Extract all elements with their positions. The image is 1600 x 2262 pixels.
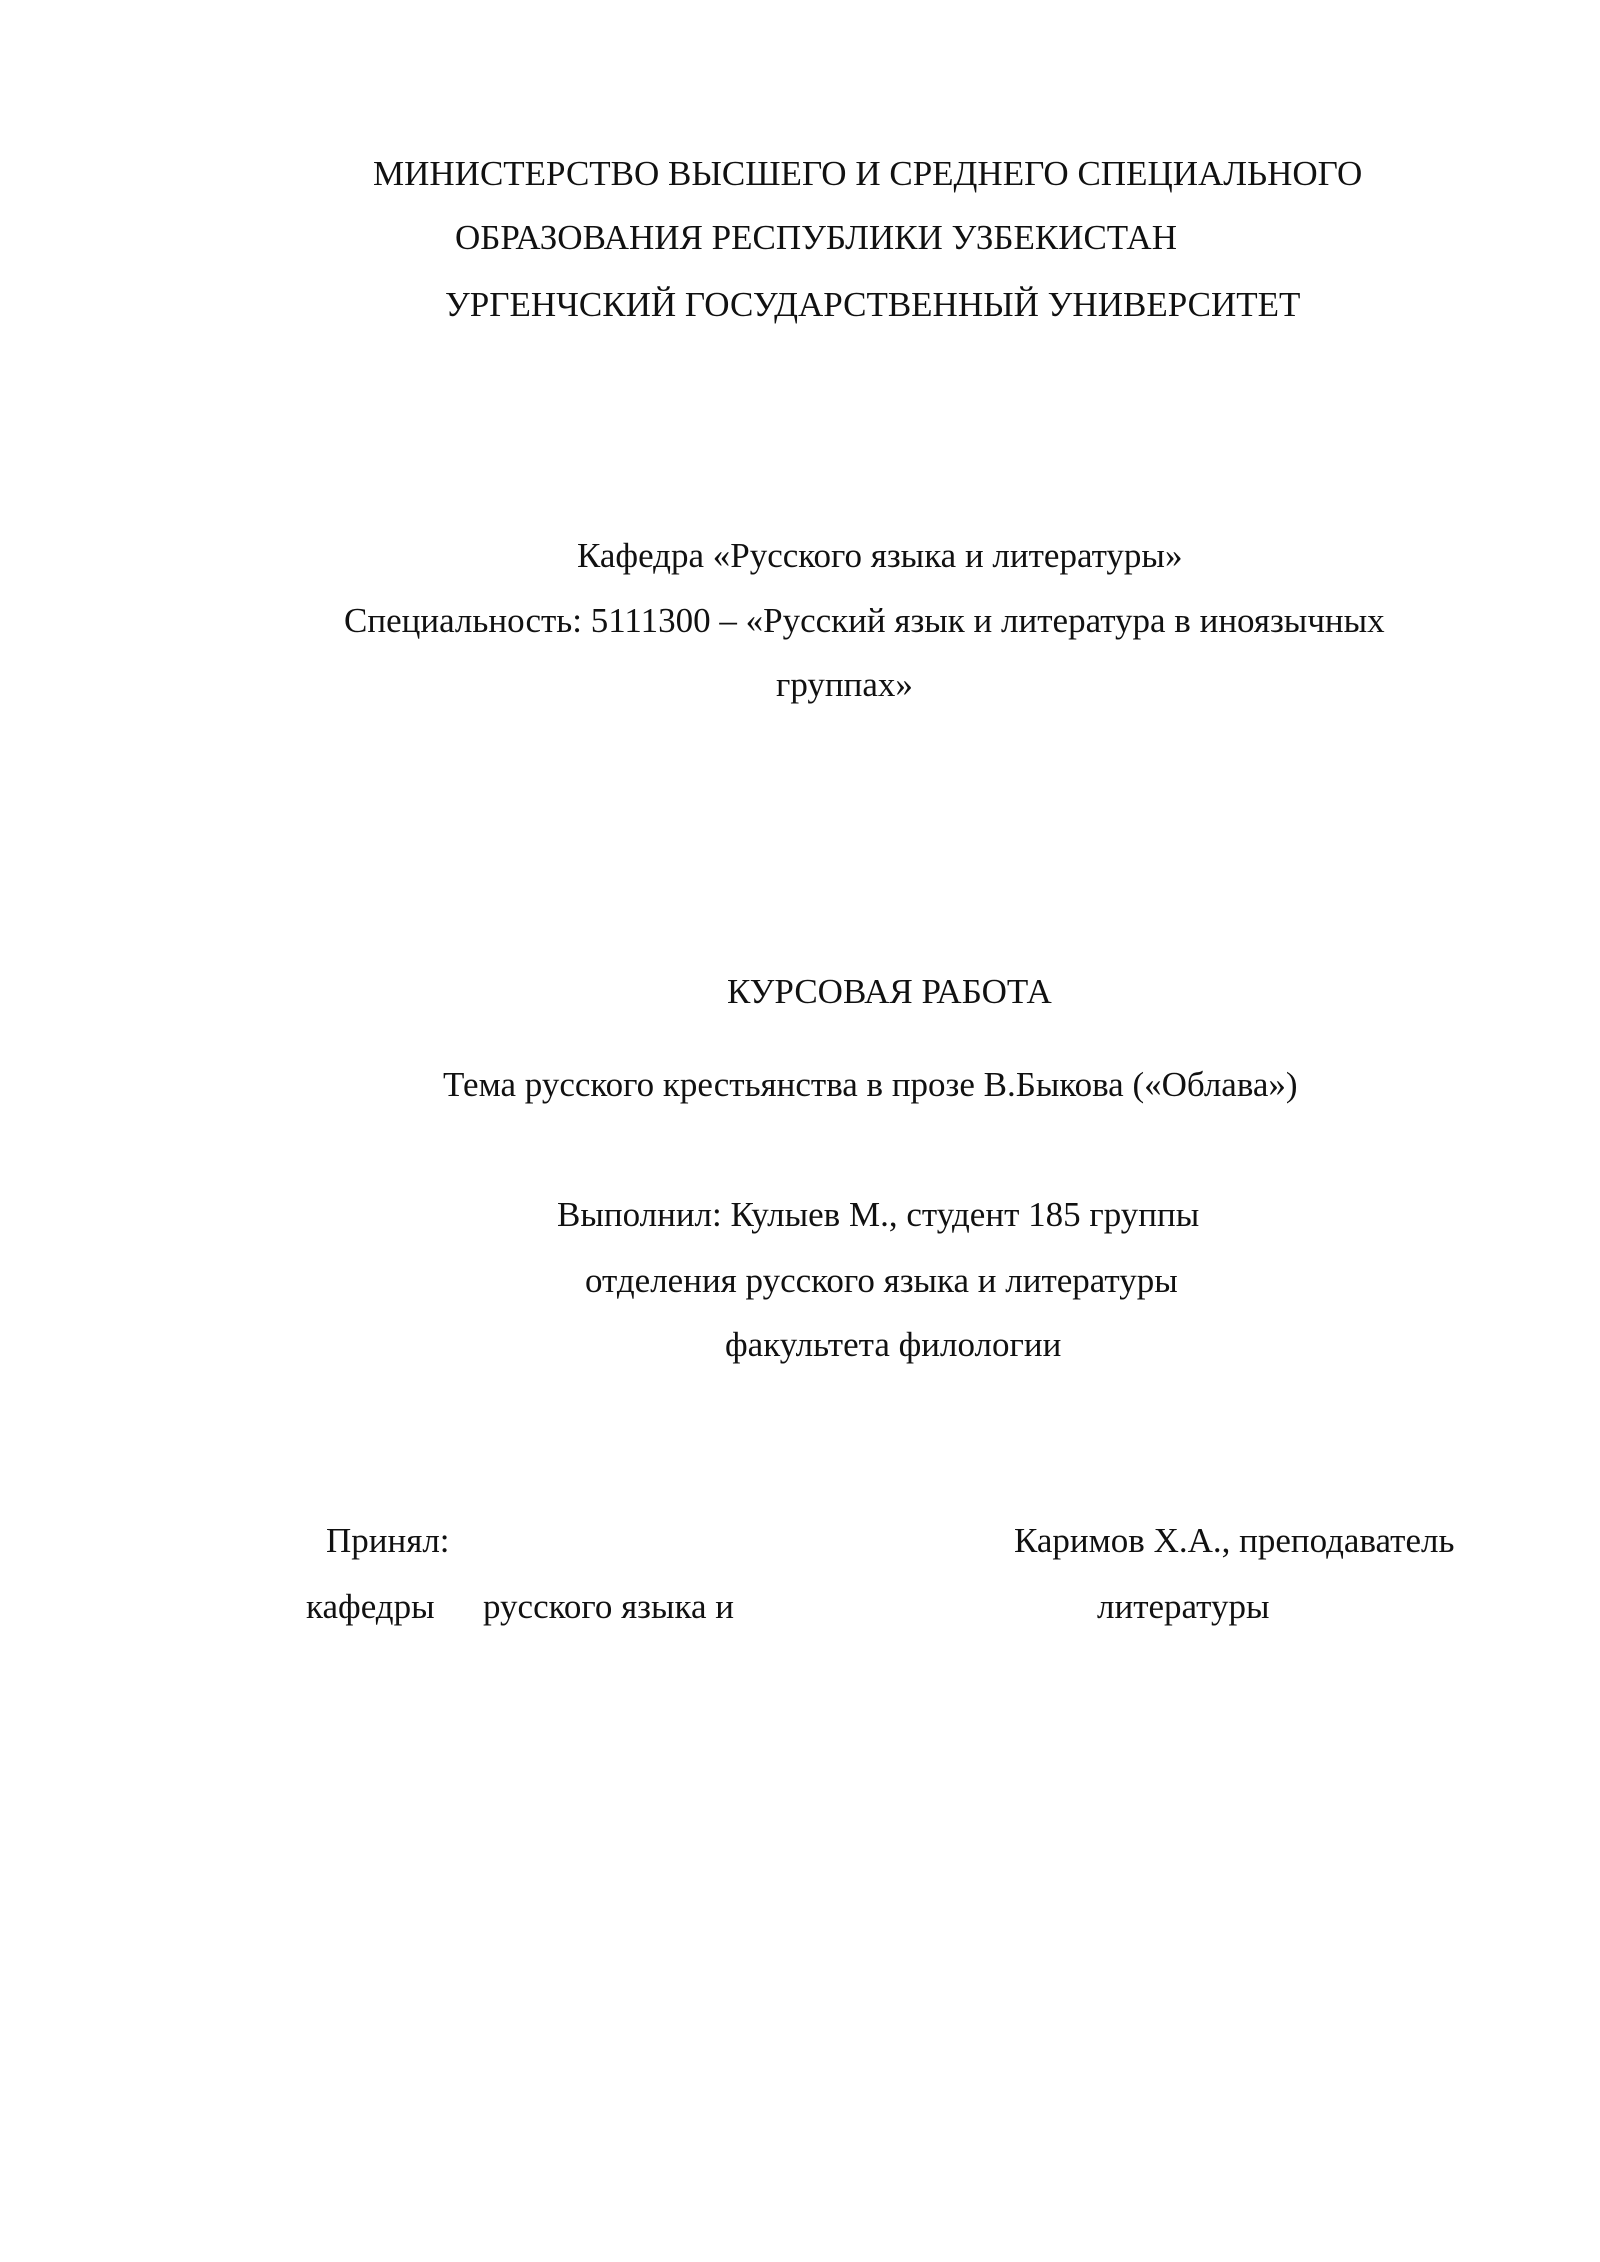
reviewer-dept-part-2: русского языка и bbox=[483, 1587, 734, 1626]
accepted-label: Принял: bbox=[326, 1521, 450, 1560]
author-line-3: факультета филологии bbox=[725, 1325, 1062, 1364]
work-topic: Тема русского крестьянства в прозе В.Быкова («Облава») bbox=[443, 1065, 1298, 1104]
university-name: УРГЕНЧСКИЙ ГОСУДАРСТВЕННЫЙ УНИВЕРСИТЕТ bbox=[445, 285, 1301, 324]
ministry-line-2: ОБРАЗОВАНИЯ РЕСПУБЛИКИ УЗБЕКИСТАН bbox=[455, 218, 1177, 257]
reviewer-dept-part-1: кафедры bbox=[306, 1587, 435, 1626]
department-chair: Кафедра «Русского языка и литературы» bbox=[577, 536, 1183, 575]
reviewer-name-position: Каримов Х.А., преподаватель bbox=[1014, 1521, 1455, 1560]
author-line-1: Выполнил: Кулыев М., студент 185 группы bbox=[557, 1195, 1200, 1234]
author-line-2: отделения русского языка и литературы bbox=[585, 1261, 1178, 1300]
ministry-line-1: МИНИСТЕРСТВО ВЫСШЕГО И СРЕДНЕГО СПЕЦИАЛЬНОГО bbox=[373, 154, 1363, 193]
specialty-line-2: группах» bbox=[776, 665, 913, 704]
reviewer-dept-part-3: литературы bbox=[1097, 1587, 1270, 1626]
work-type-title: КУРСОВАЯ РАБОТА bbox=[727, 972, 1052, 1011]
specialty-line-1: Специальность: 5111300 – «Русский язык и литература в иноязычных bbox=[344, 601, 1385, 640]
